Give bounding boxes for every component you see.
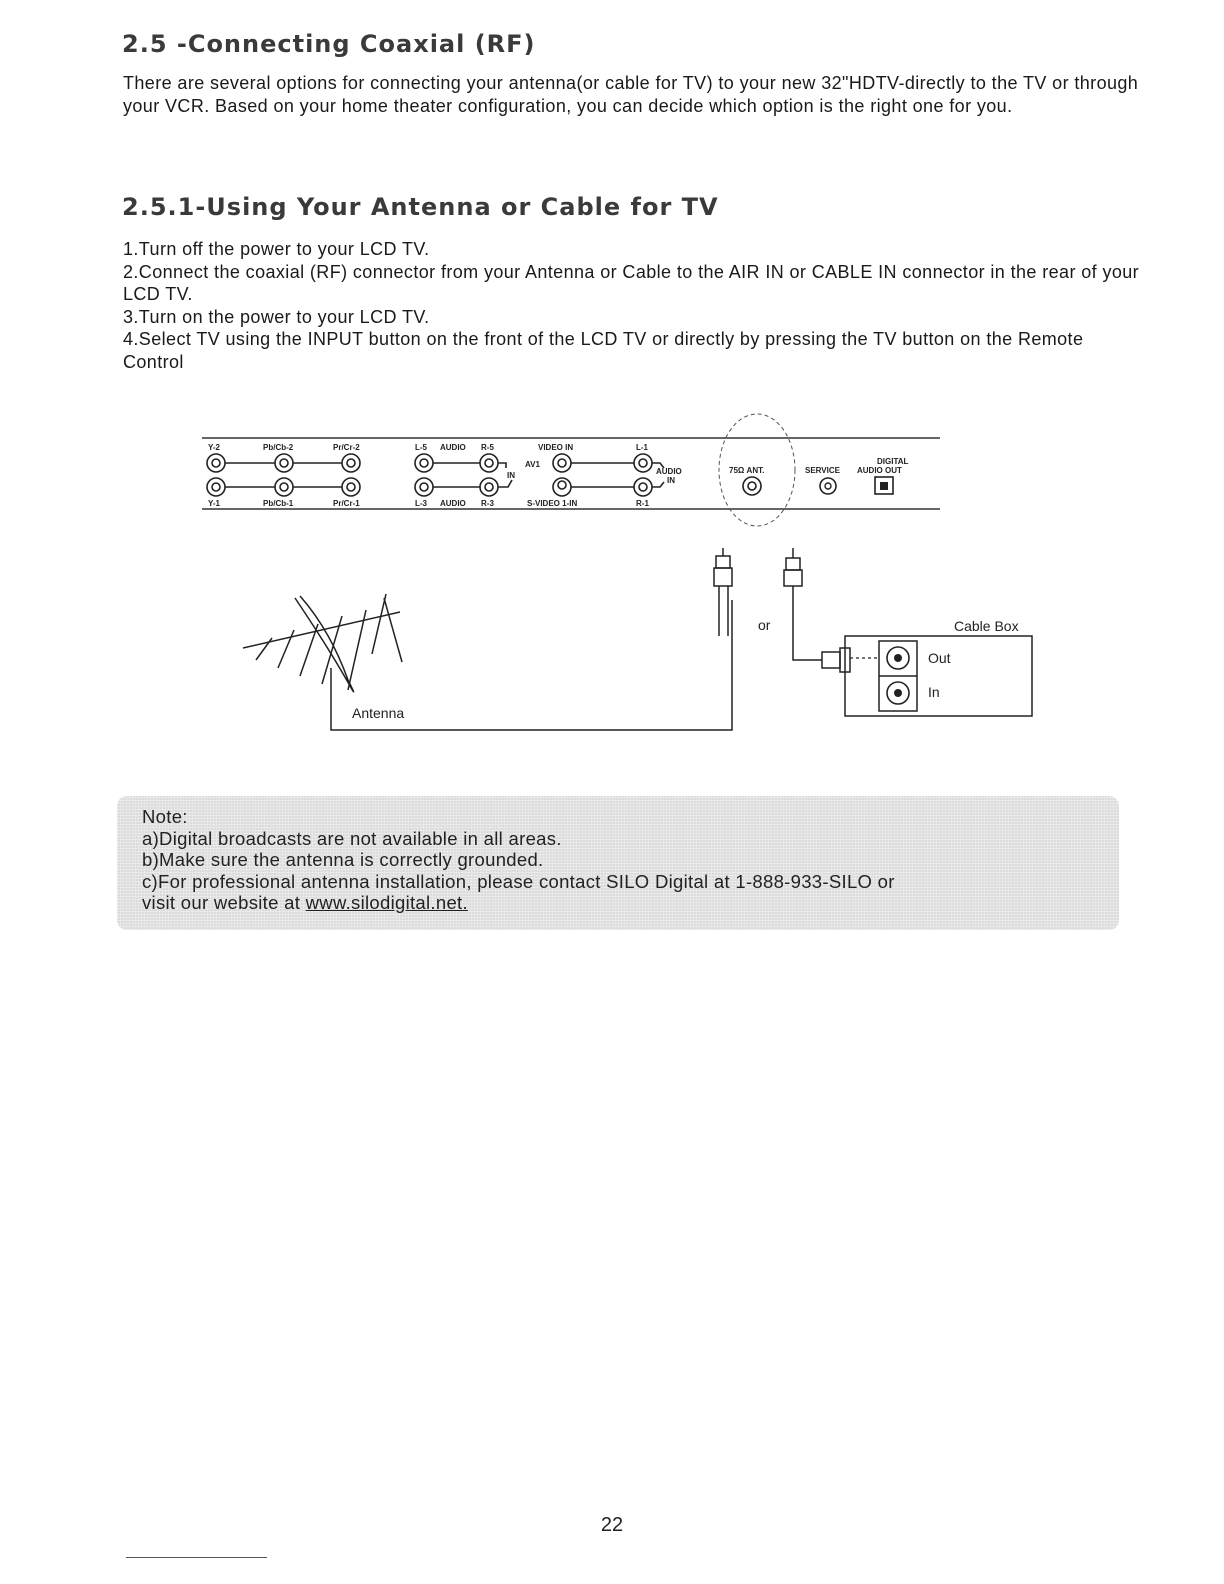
footer-rule (126, 1557, 267, 1558)
step-4: 4.Select TV using the INPUT button on the front of the LCD TV or directly by pressing the TV button on the Remote Control (123, 329, 1084, 372)
label-svideo: S-VIDEO 1-IN (527, 499, 578, 508)
or-label: or (758, 617, 771, 633)
label-y2: Y-2 (208, 443, 221, 452)
label-l1: L-1 (636, 443, 648, 452)
note-text (142, 806, 895, 914)
step-3: 3.Turn on the power to your LCD TV. (123, 306, 430, 327)
page-number: 22 (600, 1514, 624, 1536)
note-line-a: a)Digital broadcasts are not available in all areas. (142, 827, 562, 849)
label-audio-bottom: AUDIO (440, 499, 466, 508)
note-line-b: b)Make sure the antenna is correctly grounded. (142, 849, 544, 870)
section-title: 2.5 -Connecting Coaxial (RF) (122, 30, 536, 58)
out-label: Out (928, 650, 951, 666)
label-r1: R-1 (636, 499, 649, 508)
in-label: In (928, 684, 940, 700)
label-l3: L-3 (415, 499, 427, 508)
note-line-c: c)For professional antenna installation, please contact SILO Digital at 1-888-933-SILO or (142, 870, 895, 892)
antenna-label: Antenna (352, 705, 405, 721)
label-pbcb1: Pb/Cb-1 (263, 499, 294, 508)
label-r3: R-3 (481, 499, 494, 508)
connection-diagram (0, 400, 1224, 760)
note-line-d-prefix: visit our website at (142, 892, 306, 913)
steps-list (123, 238, 1143, 373)
cable-box-label: Cable Box (954, 618, 1019, 634)
note-line-d (142, 892, 895, 914)
label-in: IN (507, 471, 515, 480)
label-l5: L-5 (415, 443, 427, 452)
label-pbcb2: Pb/Cb-2 (263, 443, 294, 452)
label-prcr2: Pr/Cr-2 (333, 443, 360, 452)
label-prcr1: Pr/Cr-1 (333, 499, 360, 508)
label-ant: 75Ω ANT. (729, 466, 765, 475)
note-heading: Note: (142, 806, 188, 827)
label-service: SERVICE (805, 466, 840, 475)
label-audio-top: AUDIO (440, 443, 466, 452)
label-r5: R-5 (481, 443, 494, 452)
label-audio-in: IN (667, 476, 675, 485)
intro-paragraph: There are several options for connecting your antenna(or cable for TV) to your new 32"HDTV-directly to the TV or through your VCR. Based on your home theater configuration, you can decide which option is the right one for you. (123, 73, 1139, 116)
step-1: 1.Turn off the power to your LCD TV. (123, 239, 430, 259)
label-y1: Y-1 (208, 499, 221, 508)
rca-jacks (207, 454, 664, 496)
cable-box (845, 636, 1032, 716)
label-video-in: VIDEO IN (538, 443, 574, 452)
label-digital: DIGITAL (877, 457, 909, 466)
antenna-icon (243, 594, 402, 692)
label-digital-audio-out: AUDIO OUT (857, 466, 902, 475)
label-av1: AV1 (525, 460, 540, 469)
subsection-title: 2.5.1-Using Your Antenna or Cable for TV (122, 193, 719, 221)
label-audio-right: AUDIO (656, 467, 682, 476)
step-2: 2.Connect the coaxial (RF) connector from your Antenna or Cable to the AIR IN or CABLE IN connector in the rear of your LCD TV. (123, 261, 1140, 304)
website-link[interactable]: www.silodigital.net. (305, 892, 468, 913)
